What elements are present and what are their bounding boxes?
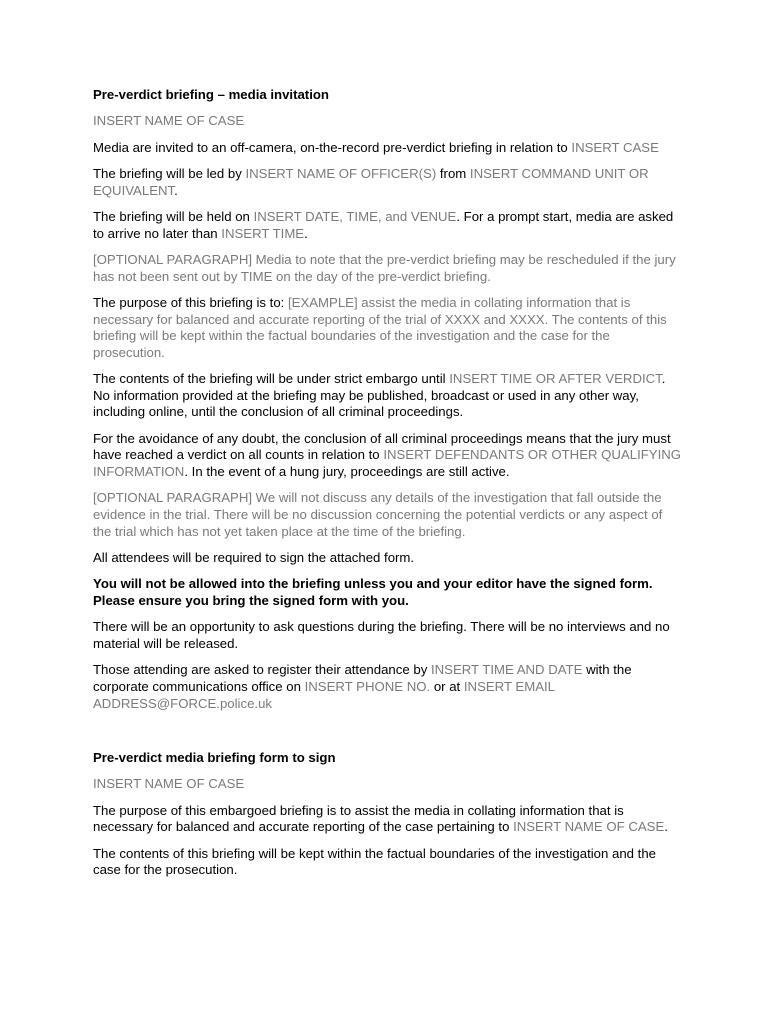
invitation-paragraph-purpose <box>93 295 683 361</box>
text: The briefing will be led by <box>93 166 246 182</box>
form-case-name: INSERT NAME OF CASE <box>93 776 245 792</box>
invitation-optional-paragraph-2: [OPTIONAL PARAGRAPH] We will not discuss any details of the investigation that fall outside the evidence in the trial. There will be no discussion concerning the potential verdicts or any aspect of the trial which has not yet taken place at the time of the briefing. <box>93 490 663 539</box>
placeholder-example-purpose: [EXAMPLE] assist the media in collating information that is necessary for balanced and accurate reporting of the trial of XXXX and XXXX. The contents of this briefing will be kept within the factual boundaries of the investigation and the case for the prosecution. <box>93 295 667 360</box>
placeholder-time-date: INSERT TIME AND DATE <box>430 662 583 678</box>
text: . For a prompt start, media are asked to arrive no later than <box>93 209 674 241</box>
invitation-title: Pre-verdict briefing – media invitation <box>93 87 329 102</box>
invitation-paragraph-2 <box>93 166 683 199</box>
text: . <box>664 819 668 835</box>
text: The purpose of this embargoed briefing is to assist the media in collating information that is necessary for balanced and accurate reporting of the case pertaining to <box>93 802 624 835</box>
invitation-optional-paragraph-1: [OPTIONAL PARAGRAPH] Media to note that the pre-verdict briefing may be rescheduled if the jury has not been sent out by TIME on the day of the pre-verdict briefing. <box>93 252 676 284</box>
invitation-warning: You will not be allowed into the briefing unless you and your editor have the signed form. Please ensure you bring the signed form with you. <box>93 576 653 609</box>
text: with the corporate communications office on <box>93 662 632 694</box>
invitation-paragraph-avoidance <box>93 431 683 481</box>
text: . In the event of a hung jury, proceedings are still active. <box>184 464 510 480</box>
text: . <box>174 182 178 198</box>
text: Those attending are asked to register their attendance by <box>93 662 431 678</box>
placeholder-time: INSERT TIME <box>221 225 305 241</box>
invitation-paragraph-sign-form: All attendees will be required to sign the attached form. <box>93 550 415 566</box>
invitation-paragraph-questions: There will be an opportunity to ask questions during the briefing. There will be no interviews and no material will be released. <box>93 619 670 651</box>
placeholder-email: INSERT EMAIL ADDRESS@FORCE.police.uk <box>93 678 555 711</box>
form-section <box>93 750 683 879</box>
placeholder-date-time-venue: INSERT DATE, TIME, and VENUE <box>253 209 457 225</box>
invitation-section <box>93 87 683 712</box>
text: For the avoidance of any doubt, the conclusion of all criminal proceedings means that the jury must have reached a verdict on all counts in relation to <box>93 430 671 463</box>
invitation-paragraph-3 <box>93 209 683 242</box>
form-paragraph-boundaries: The contents of this briefing will be kept within the factual boundaries of the investigation and the case for the prosecution. <box>93 845 657 878</box>
placeholder-defendants: INSERT DEFENDANTS OR OTHER QUALIFYING INFORMATION <box>93 447 682 480</box>
invitation-paragraph-1 <box>93 140 683 157</box>
invitation-paragraph-embargo <box>93 371 683 421</box>
form-paragraph-purpose <box>93 803 683 836</box>
form-title: Pre-verdict media briefing form to sign <box>93 749 336 765</box>
section-spacer <box>93 722 683 750</box>
text: The briefing will be held on <box>93 209 254 225</box>
text: The contents of the briefing will be under strict embargo until <box>93 371 450 387</box>
placeholder-officer: INSERT NAME OF OFFICER(S) <box>245 166 437 182</box>
document-page <box>93 87 683 889</box>
text: The purpose of this briefing is to: <box>93 295 288 311</box>
text: . <box>304 225 308 241</box>
invitation-case-name: INSERT NAME OF CASE <box>93 113 245 129</box>
placeholder-case-name: INSERT NAME OF CASE <box>513 819 665 835</box>
placeholder-phone: INSERT PHONE NO. <box>304 678 431 694</box>
text: . No information provided at the briefing may be published, broadcast or used in any other way, including online, until the conclusion of all criminal proceedings. <box>93 371 666 420</box>
invitation-paragraph-register <box>93 662 683 712</box>
placeholder-case: INSERT CASE <box>571 139 659 155</box>
text: from <box>436 166 470 182</box>
text: or at <box>430 678 464 694</box>
placeholder-embargo-time: INSERT TIME OR AFTER VERDICT <box>449 371 662 387</box>
text: Media are invited to an off-camera, on-the-record pre-verdict briefing in relation to <box>93 139 572 155</box>
placeholder-command-unit: INSERT COMMAND UNIT OR EQUIVALENT <box>93 166 649 198</box>
